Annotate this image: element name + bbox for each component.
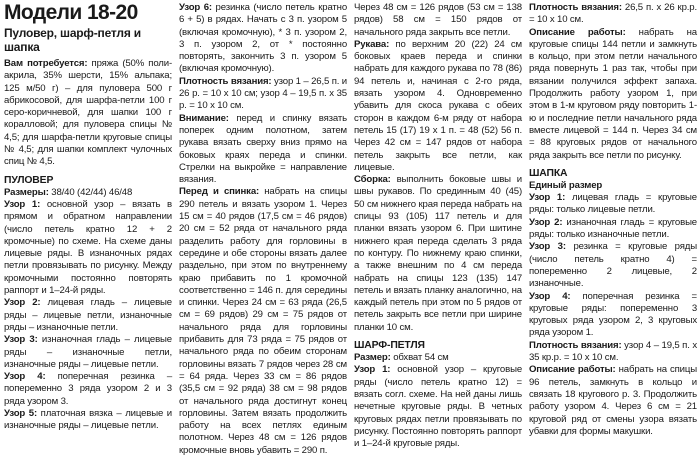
scarf-pattern-1-text: основной узор – круговые ряды (число петель кратно 12) = вязать согл. схеме. На ней даны лишь нечетные круговые ряды. В четных круговых рядах петли провязывать по рисунку. Постоянно повторять раппорт и 1–24-й круговые ряды. (354, 364, 522, 450)
hat-description-text: набрать на спицы 96 петель, замкнуть в кольцо и связать 18 кругового р. 3. Продолжить работу узором 4. Через 6 см = 21 круговой ряд от смены узора вязать убавки для формы макушки. (529, 364, 697, 437)
attention-paragraph (179, 113, 347, 187)
density-text: узор 1 – 26,5 п. и 26 р. = 10 x 10 см; узор 4 – 19,5 п. x 35 р. = 10 x 10 см. (179, 75, 347, 112)
page-subtitle: Пуловер, шарф-петля и шапка (4, 26, 141, 54)
pattern-3-lead: Узор 3: (4, 334, 38, 346)
pattern-2-lead: Узор 2: (4, 297, 41, 309)
pattern-6-text: резинка (число петель кратно 6 + 5) в рядах. Начать с 3 п. узором 5 (включая кромочную), * 3 п. узором 2, 3 п. узором 2, от * постоянно повторять, закончить 3 п. узором 5 (включая кромочную). (179, 2, 348, 75)
text-column-3 (354, 2, 522, 450)
section-heading-scarf: ШАРФ-ПЕТЛЯ (354, 340, 425, 352)
pattern-5-lead: Узор 5: (4, 408, 38, 420)
materials-paragraph (4, 58, 172, 169)
density-lead: Плотность вязания: (179, 75, 272, 87)
density-paragraph (179, 76, 347, 113)
pattern-5-paragraph (4, 408, 172, 433)
hat-pattern-4-paragraph (529, 291, 697, 340)
attention-text: перед и спинку вязать поперек одним полотном, затем рукава вязать сверху вниз прямо на боковых краях переда и спинки. Стрелки на выкройке = направление вязания. (179, 112, 347, 186)
hat-description-lead: Описание работы: (529, 364, 616, 376)
hat-pattern-1-lead: Узор 1: (529, 192, 566, 204)
hat-pattern-2-paragraph (529, 217, 697, 242)
assembly-lead: Сборка: (354, 174, 391, 186)
hat-pattern-4-lead: Узор 4: (529, 290, 571, 302)
scarf-description-lead: Описание работы: (529, 26, 626, 38)
text-column-4 (529, 2, 698, 437)
hat-density-lead: Плотность вязания: (529, 339, 622, 351)
sleeves-lead: Рукава: (354, 38, 390, 50)
front-back-lead: Перед и спинка: (179, 186, 260, 198)
front-back-continued: Через 48 см = 126 рядов (53 см = 138 рядов) 58 см = 150 рядов от начального ряда закрыть все петли. (354, 2, 522, 38)
pattern-4-text: поперечная резинка – попеременно 3 ряда узором 2 и 3 ряда узором 3. (4, 371, 172, 407)
pattern-6-paragraph (179, 2, 347, 76)
hat-pattern-3-paragraph (529, 241, 697, 290)
hat-pattern-1-text: лицевая гладь = круговые ряды: только лицевые петли. (529, 192, 697, 216)
hat-pattern-3-lead: Узор 3: (529, 241, 566, 253)
sizes-paragraph (4, 187, 172, 199)
front-back-text: набрать на спицы 290 петель и вязать узором 1. Через 15 см = 40 рядов (17,5 см = 46 рядов) 20 см = 52 ряда от начального ряда разделить работу для горловины в середине и обе стороны вязать далее раздельно, при этом по внутреннему краю прибавить по 1 кромочной соответственно = 146 п. для середины и спинки. Через 24 см = 63 ряда (26,5 см = 69 рядов) 29 см = 75 рядов от начального ряда для горловины прибавить для 73 ряда = 75 рядов от начального ряда по обеим сторонам горловины вязать 7 рядов через 28 см = 64 ряда. Через 33 см = 86 рядов (35,5 см = 92 ряда) 38 см = 98 рядов от начального ряда достигнут конец горловины. Затем вязать продолжить работу на всех петлях единым полотном. Через 48 см = 126 рядов кромочные вновь убавить = 290 п. (179, 186, 347, 456)
hat-pattern-4-text: поперечная резинка = круговые ряды: попеременно 3 круговых ряда узором 2, 3 круговых ряда узором 1. (529, 290, 698, 339)
hat-density-text: узор 4 – 19,5 п. x 35 кр.р. = 10 x 10 см. (529, 339, 697, 364)
pattern-4-lead: Узор 4: (4, 371, 46, 383)
scarf-density-paragraph (529, 2, 697, 27)
hat-pattern-2-text: изнаночная гладь = круговые ряды: только изнаночные петли. (529, 216, 697, 241)
pattern-5-text: платочная вязка – лицевые и изнаночные ряды – лицевые петли. (4, 408, 173, 432)
scarf-description-paragraph (529, 27, 697, 162)
page-title: Модели 18-20 (4, 1, 138, 24)
scarf-pattern-1-paragraph (354, 364, 522, 450)
hat-description-paragraph (529, 364, 697, 438)
pattern-2-text: лицевая гладь – лицевые ряды – лицевые петли, изнаночные ряды – изнаночные петли. (4, 297, 172, 333)
attention-lead: Внимание: (179, 112, 229, 124)
assembly-text: выполнить боковые швы и швы рукавов. По срединным 40 (45) 50 см нижнего края переда набрать на спицы 93 (105) 117 петель и для планки вязать узором 6. При шитине нижнего края переда сделать 3 ряда по контуру. По нижнему краю спинки, а также внешним по 4 см переда набрать на спицы 123 (135) 147 петель и вязать планку аналогично, на каждый петель при этом по 5 рядов от петель закрыть все петли при ширине планки 10 см. (354, 174, 522, 333)
scarf-density-lead: Плотность вязания: (529, 2, 622, 13)
pattern-3-text: изнаночная гладь – лицевые ряды – изнаночные петли, изнаночные ряды – лицевые петли. (4, 334, 172, 370)
scarf-density-text: 26,5 п. x 26 кр.р. = 10 x 10 см. (529, 2, 697, 26)
hat-size (529, 180, 697, 192)
pattern-1-paragraph (4, 199, 172, 297)
hat-density-paragraph (529, 340, 697, 365)
pattern-2-paragraph (4, 297, 172, 334)
hat-pattern-2-lead: Узор 2: (529, 216, 563, 228)
pattern-6-lead: Узор 6: (179, 2, 212, 13)
sleeves-text: по верхним 20 (22) 24 см боковых краев переда и спинки набрать для каждого рукава по 78 (86) 94 петель и, начиная с 2-го ряда, вязать узором 4. Одновременно убавить для скоса рукава с обеих сторон в каждом 6-м ряду от набора петель 15 (17) 19 x 1 п. = 48 (52) 56 п. Через 42 см = 147 рядов от набора петель закрыть все петли, как лицевые. (354, 38, 522, 173)
hat-pattern-1-paragraph (529, 192, 697, 217)
scarf-size-lead: Размер: (354, 352, 391, 364)
sizes-text: 38/40 (42/44) 46/48 (48, 186, 133, 198)
scarf-size-paragraph (354, 352, 522, 364)
hat-pattern-3-text: резинка = круговые ряды (число петель кратно 4) = попеременно 2 лицевые, 2 изнаночные. (529, 241, 697, 290)
scarf-pattern-1-lead: Узор 1: (354, 364, 391, 376)
section-heading-pullover: ПУЛОВЕР (4, 174, 54, 186)
section-heading-hat: ШАПКА (529, 167, 568, 179)
sizes-lead: Размеры: (4, 186, 49, 198)
assembly-paragraph (354, 174, 522, 334)
text-column-2 (179, 2, 348, 456)
pattern-4-paragraph (4, 371, 172, 408)
scarf-size-text: обхват 54 см (390, 352, 449, 364)
sleeves-paragraph (354, 39, 522, 174)
materials-text: пряжа (50% поли-акрила, 35% шерсти, 15% альпака; 125 м/50 г) – для пуловера 500 г абрикосовой, для шарфа-петли 100 г серо-коричневой, для шапки 100 г коралловой; для пуловера спицы № 4,5; для шарфа-петли круговые спицы № 4,5; для шапки комплект чулочных спиц № 4,5. (4, 58, 172, 168)
pattern-3-paragraph (4, 334, 172, 371)
text-column-1 (4, 1, 173, 432)
scarf-description-text: набрать на круговые спицы 144 петли и замкнуть в кольцо, при этом петли начального ряда повернуть 1 раз так, чтобы при вязании получился эффект запаха. Продолжить работу узором 1, при этом в 1-м круговом ряду повторить 1-ю и последние петли начального ряда вместе лицевой = 144 п. Через 34 см = 88 круговых рядов от начального ряда закрыть все петли по рисунку. (529, 26, 697, 161)
pattern-1-lead: Узор 1: (4, 198, 41, 210)
hat-size-text: Единый размер (529, 179, 603, 191)
materials-lead: Вам потребуется: (4, 58, 88, 69)
pattern-1-text: основной узор – вязать в прямом и обратном направлении (число петель кратно 12 + 2 кромочные) по схеме. На схеме даны лицевые ряды. В изнаночных рядах петли провязывать по рисунку. Между кромочными постоянно повторять раппорт и 1–24-й ряды. (4, 198, 172, 297)
front-back-paragraph (179, 186, 347, 457)
